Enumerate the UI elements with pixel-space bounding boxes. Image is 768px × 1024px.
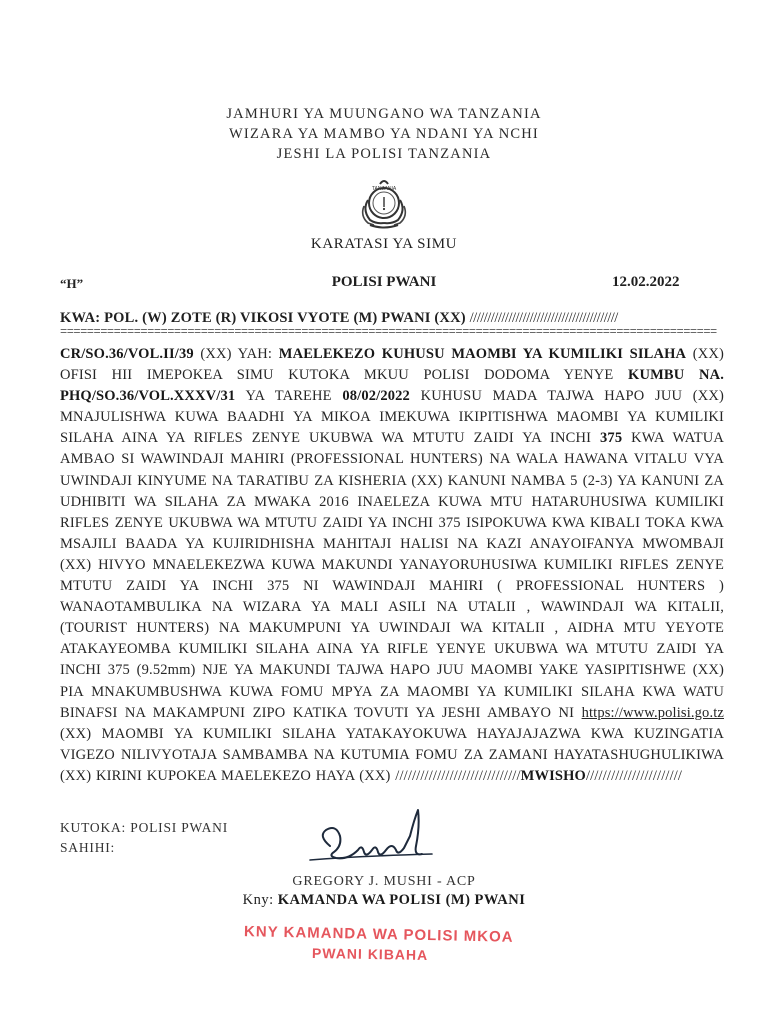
body-slashes: //////////////////////////////: [395, 767, 521, 784]
police-website-link[interactable]: https://www.polisi.go.tz: [581, 704, 724, 721]
body-end-marker: MWISHO: [520, 767, 586, 784]
body-date-ref: 08/02/2022: [342, 388, 410, 405]
reference-office: POLISI PWANI: [331, 274, 437, 290]
body-caliber: 375: [600, 430, 623, 447]
body-hq-reference: KUMBU NA. PHQ/SO.36/VOL.XXXV/31: [60, 367, 724, 405]
body-reference-number: CR/SO.36/VOL.II/39: [60, 346, 194, 362]
sender-block: [60, 818, 228, 858]
recipients-text: KWA: POL. (W) ZOTE (R) VIKOSI VYOTE (M) PWANI (XX): [60, 310, 470, 326]
body-text-segment: (XX) MAOMBI YA KUMILIKI SILAHA YATAKAYOKUWA HAYAJAJAZWA KWA KUZINGATIA VIGEZO NILIVYOTAJA SAMBAMBA NA KUTUMIA FOMU ZA ZAMANI HAYATASHUGHULIKIWA (XX) KIRINI KUPOKEA MAELEKEZO HAYA (XX): [60, 725, 724, 784]
police-crest-icon: [344, 176, 424, 232]
signer-role-prefix: Kny:: [242, 892, 274, 908]
crest-ribbon-text: TANZANIA: [371, 186, 397, 192]
header-republic: JAMHURI YA MUUNGANO WA TANZANIA: [226, 106, 542, 122]
body-text-segment: (XX) OFISI HII IMEPOKEA SIMU KUTOKA MKUU POLISI DODOMA YENYE: [60, 346, 724, 384]
signature-label: SAHIHI:: [60, 840, 116, 855]
body-text-segment: KWA WATUA AMBAO SI WAWINDAJI MAHIRI (PROFESSIONAL HUNTERS) NA WALA HAWANA VITALU VYA UWINDAJI KINYUME NA TARATIBU ZA KISHERIA (XX) KANUNI NAMBA 5 (2-3) YA KANUNI ZA UDHIBITI WA SILAHA ZA MWAKA 2016 INAELEZA KUWA MTU HATARUHUSIWA KUMILIKI RIFLES ZENYE UKUBWA WA MTUTU ZAIDI YA INCHI 375 ISIPOKUWA KWA KIBALI TOKA KWA MSAJILI BAADA YA KUJIRIDHISHA MAHITAJI HALISI NA KAZI ANAYOIFANYA MWOMBAJI (XX) HIVYO MNAELEKEZWA KUWA MAKUNDI YANAYORUHUSIWA KUMILIKI RIFLES ZENYE MTUTU ZAIDI YA INCHI 375 NI WAWINDAJI MAHIRI ( PROFESSIONAL HUNTERS ) WANAOTAMBULIKA NA WIZARA YA MALI ASILI NA UTALII , WAWINDAJI WA KITALII, (TOURIST HUNTERS) NA MAKUMPUNI YA UWINDAJI WA KITALII , AIDHA MTU YEYOTE ATAKAYEOMBA KUMILIKI SILAHA AINA YA RIFLE YENYE UKUBWA WA MTUTU ZAIDI YA INCHI 375 (9.52mm) NJE YA MAKUNDI TAJWA HAPO JUU MAOMBI YAKE YASIPITISHWE (XX) PIA MNAKUMBUSHWA KUWA FOMU MPYA ZA MAOMBI YA KUMILIKI SILAHA KWA WATU BINAFSI NA MAKAMPUNI ZIPO KATIKA TOVUTI YA JESHI AMBAYO NI: [60, 430, 725, 721]
stamp-line-1: KNY KAMANDA WA POLISI MKOA: [243, 923, 514, 946]
body-text-segment: KUHUSU MADA TAJWA HAPO JUU (XX) MNAJULISHWA KUWA BAADHI YA MIKOA IMEKUWA IKIPITISHWA MAOMBI YA KUMILIKI SILAHA AINA YA RIFLES ZENYE UKUBWA WA MTUTU ZAIDI YA INCHI: [60, 388, 724, 447]
recipients-line: [60, 310, 720, 327]
official-stamp: [240, 918, 540, 978]
document-title: KARATASI YA SIMU: [310, 236, 458, 252]
separator-rule: ==================================================================================================: [60, 328, 717, 336]
body-subject: MAELEKEZO KUHUSU MAOMBI YA KUMILIKI SILAHA: [278, 346, 687, 362]
recipients-slashes: //////////////////////////////////////////: [469, 310, 618, 326]
handwritten-signature: [300, 806, 440, 878]
header-ministry: WIZARA YA MAMBO YA NDANI YA NCHI: [229, 126, 539, 142]
header-police: JESHI LA POLISI TANZANIA: [276, 146, 492, 162]
sender-office: KUTOKA: POLISI PWANI: [60, 820, 228, 835]
body-text-segment: YA TAREHE: [235, 388, 343, 405]
signer-role: [0, 892, 768, 909]
body-text-segment: (XX) YAH:: [193, 346, 279, 362]
stamp-line-2: PWANI KIBAHA: [311, 944, 429, 964]
reference-code: “H”: [60, 276, 84, 291]
reference-date: 12.02.2022: [612, 274, 680, 290]
signer-role-title: KAMANDA WA POLISI (M) PWANI: [277, 892, 526, 908]
message-body: [60, 344, 724, 787]
signer-name: GREGORY J. MUSHI - ACP: [292, 874, 476, 889]
body-slashes: ///////////////////////: [586, 767, 683, 784]
